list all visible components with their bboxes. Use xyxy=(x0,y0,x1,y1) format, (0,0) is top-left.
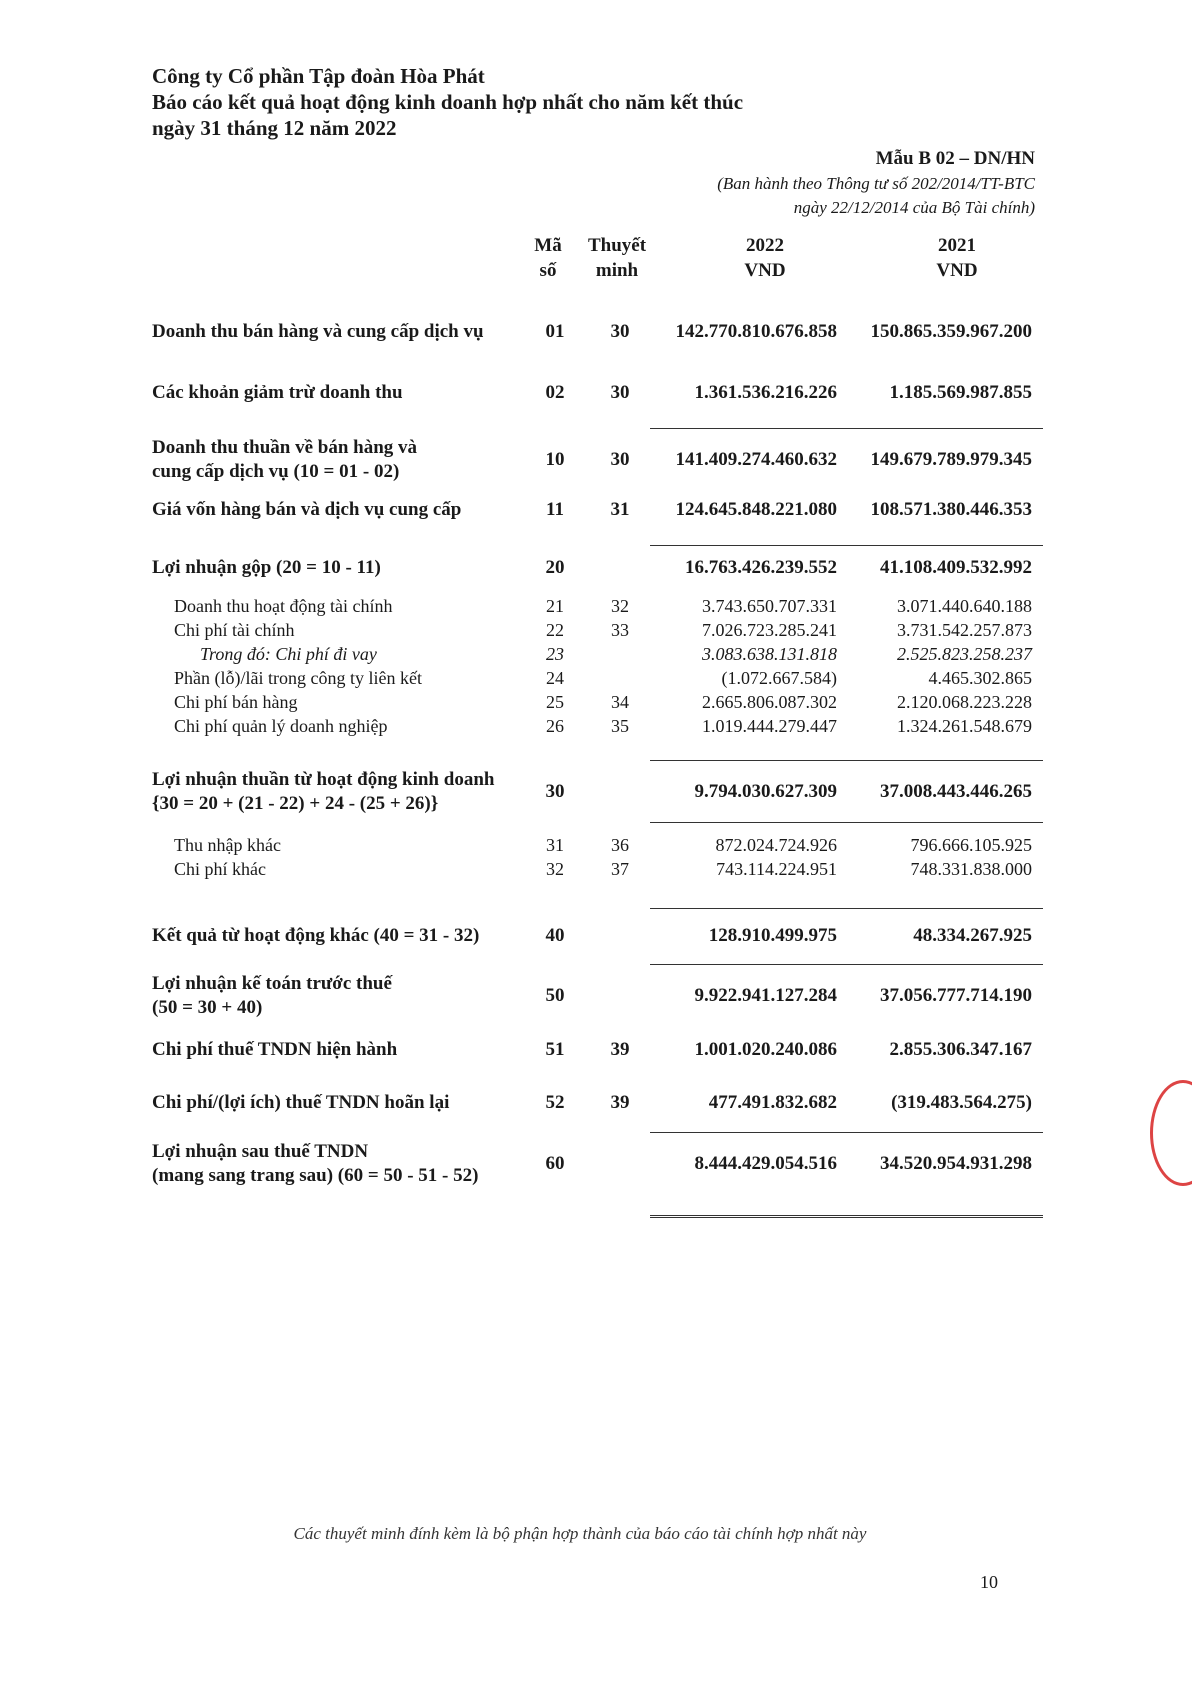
column-header-note: Thuyết minh xyxy=(587,235,647,281)
row-label xyxy=(152,924,534,948)
report-title: Báo cáo kết quả hoạt động kinh doanh hợp nhất cho năm kết thúc xyxy=(152,90,744,114)
company-name: Công ty Cổ phần Tập đoàn Hòa Phát xyxy=(152,64,485,88)
subtotal-rule xyxy=(650,908,1043,909)
row-label-line: Doanh thu hoạt động tài chính xyxy=(174,596,393,616)
row-label-line: Lợi nhuận gộp (20 = 10 - 11) xyxy=(152,557,381,578)
row-value-2022: 1.001.020.240.086 xyxy=(694,1039,837,1060)
row-label-line: Doanh thu bán hàng và cung cấp dịch vụ xyxy=(152,321,484,342)
row-code: 22 xyxy=(546,620,564,640)
row-label xyxy=(152,1038,534,1062)
row-value-2022: 1.361.536.216.226 xyxy=(694,382,837,403)
row-value-2021: 48.334.267.925 xyxy=(913,925,1032,946)
row-label xyxy=(174,690,534,714)
row-value-2022: 9.922.941.127.284 xyxy=(694,985,837,1006)
row-code: 52 xyxy=(545,1092,565,1113)
row-label-line: Lợi nhuận sau thuế TNDN xyxy=(152,1141,369,1162)
table-row xyxy=(152,498,1032,524)
row-note: 32 xyxy=(611,596,629,616)
row-label-line: Chi phí/(lợi ích) thuế TNDN hoãn lại xyxy=(152,1092,450,1113)
row-label xyxy=(152,1140,534,1188)
row-value-2022: (1.072.667.584) xyxy=(721,668,837,688)
row-label xyxy=(152,381,534,405)
row-label-line: (50 = 30 + 40) xyxy=(152,997,263,1018)
row-note: 39 xyxy=(610,1039,630,1060)
row-code: 10 xyxy=(545,449,565,470)
form-note-1: (Ban hành theo Thông tư số 202/2014/TT-BTC xyxy=(717,174,1035,193)
row-label xyxy=(152,498,534,522)
row-label-line: Các khoản giảm trừ doanh thu xyxy=(152,382,403,403)
row-note: 31 xyxy=(610,499,630,520)
row-label-line: Thu nhập khác xyxy=(174,835,281,855)
row-code: 51 xyxy=(545,1039,565,1060)
seal-stamp-fragment xyxy=(1150,1080,1192,1186)
subtotal-rule xyxy=(650,545,1043,546)
row-value-2022: 2.665.806.087.302 xyxy=(702,692,837,712)
row-value-2022: 1.019.444.279.447 xyxy=(702,716,837,736)
row-value-2022: 8.444.429.054.516 xyxy=(694,1153,837,1174)
table-row xyxy=(152,924,1032,950)
row-value-2021: 150.865.359.967.200 xyxy=(870,321,1032,342)
row-label-line: cung cấp dịch vụ (10 = 01 - 02) xyxy=(152,461,400,482)
subtotal-rule xyxy=(650,822,1043,823)
total-double-rule xyxy=(650,1215,1043,1221)
row-code: 26 xyxy=(546,716,564,736)
row-value-2022: 142.770.810.676.858 xyxy=(675,321,837,342)
row-label xyxy=(200,642,534,666)
row-label-line: {30 = 20 + (21 - 22) + 24 - (25 + 26)} xyxy=(152,793,439,814)
row-value-2021: 3.731.542.257.873 xyxy=(897,620,1032,640)
row-note: 30 xyxy=(610,382,630,403)
row-note: 30 xyxy=(610,449,630,470)
table-row xyxy=(152,1091,1032,1117)
row-note: 34 xyxy=(611,692,629,712)
table-row xyxy=(152,594,1032,620)
row-label xyxy=(152,768,534,816)
row-label xyxy=(174,714,534,738)
row-value-2021: 2.525.823.258.237 xyxy=(897,644,1032,664)
row-value-2022: 743.114.224.951 xyxy=(716,859,837,879)
row-label-line: Chi phí tài chính xyxy=(174,620,295,640)
row-code: 50 xyxy=(545,985,565,1006)
row-label-line: Chi phí bán hàng xyxy=(174,692,298,712)
footer-note: Các thuyết minh đính kèm là bộ phận hợp thành của báo cáo tài chính hợp nhất này xyxy=(293,1524,867,1543)
row-value-2021: 748.331.838.000 xyxy=(910,859,1032,879)
row-note: 33 xyxy=(611,620,629,640)
row-value-2022: 124.645.848.221.080 xyxy=(675,499,837,520)
row-value-2021: 37.008.443.446.265 xyxy=(880,781,1032,802)
row-value-2021: 4.465.302.865 xyxy=(928,668,1032,688)
row-code: 24 xyxy=(546,668,564,688)
row-value-2021: 1.324.261.548.679 xyxy=(897,716,1032,736)
row-note: 35 xyxy=(611,716,629,736)
row-value-2021: 796.666.105.925 xyxy=(910,835,1032,855)
row-label xyxy=(174,666,534,690)
table-row xyxy=(152,556,1032,582)
table-row xyxy=(152,833,1032,859)
table-row xyxy=(152,1140,1032,1188)
table-row xyxy=(152,714,1032,740)
row-value-2022: 141.409.274.460.632 xyxy=(675,449,837,470)
row-label-line: Lợi nhuận thuần từ hoạt động kinh doanh xyxy=(152,769,495,790)
row-label xyxy=(174,594,534,618)
row-value-2022: 3.743.650.707.331 xyxy=(702,596,837,616)
row-code: 40 xyxy=(545,925,565,946)
table-row xyxy=(152,972,1032,1020)
row-label xyxy=(152,972,534,1020)
row-value-2022: 7.026.723.285.241 xyxy=(702,620,837,640)
table-row xyxy=(152,320,1032,346)
subtotal-rule xyxy=(650,964,1043,965)
column-header-2022: 2022 VND xyxy=(744,235,786,281)
table-row xyxy=(152,690,1032,716)
row-code: 60 xyxy=(545,1153,565,1174)
row-code: 23 xyxy=(546,644,564,664)
subtotal-rule xyxy=(650,428,1043,429)
table-row xyxy=(152,618,1032,644)
table-row xyxy=(152,436,1032,484)
row-label xyxy=(152,1091,534,1115)
row-note: 37 xyxy=(611,859,629,879)
table-row xyxy=(152,381,1032,407)
subtotal-rule xyxy=(650,1132,1043,1133)
table-row xyxy=(152,642,1032,668)
row-label xyxy=(174,833,534,857)
row-label-line: Trong đó: Chi phí đi vay xyxy=(200,644,377,664)
row-value-2021: 108.571.380.446.353 xyxy=(870,499,1032,520)
row-code: 20 xyxy=(545,557,565,578)
row-value-2021: 41.108.409.532.992 xyxy=(880,557,1032,578)
column-header-2021: 2021 VND xyxy=(936,235,978,281)
form-note-2: ngày 22/12/2014 của Bộ Tài chính) xyxy=(793,198,1035,217)
report-date: ngày 31 tháng 12 năm 2022 xyxy=(152,116,397,140)
row-value-2022: 477.491.832.682 xyxy=(708,1092,837,1113)
row-code: 02 xyxy=(545,382,565,403)
row-label xyxy=(152,320,534,344)
row-code: 11 xyxy=(546,499,564,520)
row-value-2022: 9.794.030.627.309 xyxy=(694,781,837,802)
row-code: 31 xyxy=(546,835,564,855)
table-row xyxy=(152,1038,1032,1064)
row-code: 32 xyxy=(546,859,564,879)
row-value-2021: 37.056.777.714.190 xyxy=(880,985,1032,1006)
row-label xyxy=(152,556,534,580)
row-note: 39 xyxy=(610,1092,630,1113)
row-code: 01 xyxy=(545,321,565,342)
row-note: 36 xyxy=(611,835,629,855)
form-code: Mẫu B 02 – DN/HN xyxy=(875,148,1035,169)
row-label-line: Lợi nhuận kế toán trước thuế xyxy=(152,973,392,994)
row-value-2021: 149.679.789.979.345 xyxy=(870,449,1032,470)
column-header-code: Mã số xyxy=(534,235,562,281)
table-row xyxy=(152,666,1032,692)
row-label-line: Chi phí khác xyxy=(174,859,266,879)
row-code: 21 xyxy=(546,596,564,616)
row-code: 25 xyxy=(546,692,564,712)
row-label xyxy=(174,857,534,881)
row-value-2021: 2.855.306.347.167 xyxy=(889,1039,1032,1060)
table-row xyxy=(152,768,1032,816)
row-label-line: (mang sang trang sau) (60 = 50 - 51 - 52) xyxy=(152,1165,479,1186)
row-value-2021: 3.071.440.640.188 xyxy=(897,596,1032,616)
row-value-2021: 2.120.068.223.228 xyxy=(897,692,1032,712)
row-value-2021: (319.483.564.275) xyxy=(891,1092,1032,1113)
row-value-2021: 34.520.954.931.298 xyxy=(880,1153,1032,1174)
row-label-line: Kết quả từ hoạt động khác (40 = 31 - 32) xyxy=(152,925,480,946)
row-value-2022: 3.083.638.131.818 xyxy=(702,644,837,664)
row-label xyxy=(152,436,534,484)
row-value-2021: 1.185.569.987.855 xyxy=(889,382,1032,403)
row-label-line: Doanh thu thuần về bán hàng và xyxy=(152,437,418,458)
subtotal-rule xyxy=(650,760,1043,761)
table-row xyxy=(152,857,1032,883)
row-value-2022: 16.763.426.239.552 xyxy=(685,557,837,578)
row-label-line: Chi phí thuế TNDN hiện hành xyxy=(152,1039,398,1060)
row-note: 30 xyxy=(610,321,630,342)
page-number: 10 xyxy=(980,1572,998,1592)
row-value-2022: 128.910.499.975 xyxy=(708,925,837,946)
row-value-2022: 872.024.724.926 xyxy=(715,835,837,855)
row-label xyxy=(174,618,534,642)
row-code: 30 xyxy=(545,781,565,802)
row-label-line: Phần (lỗ)/lãi trong công ty liên kết xyxy=(174,668,422,688)
row-label-line: Giá vốn hàng bán và dịch vụ cung cấp xyxy=(152,499,462,520)
row-label-line: Chi phí quản lý doanh nghiệp xyxy=(174,716,388,736)
